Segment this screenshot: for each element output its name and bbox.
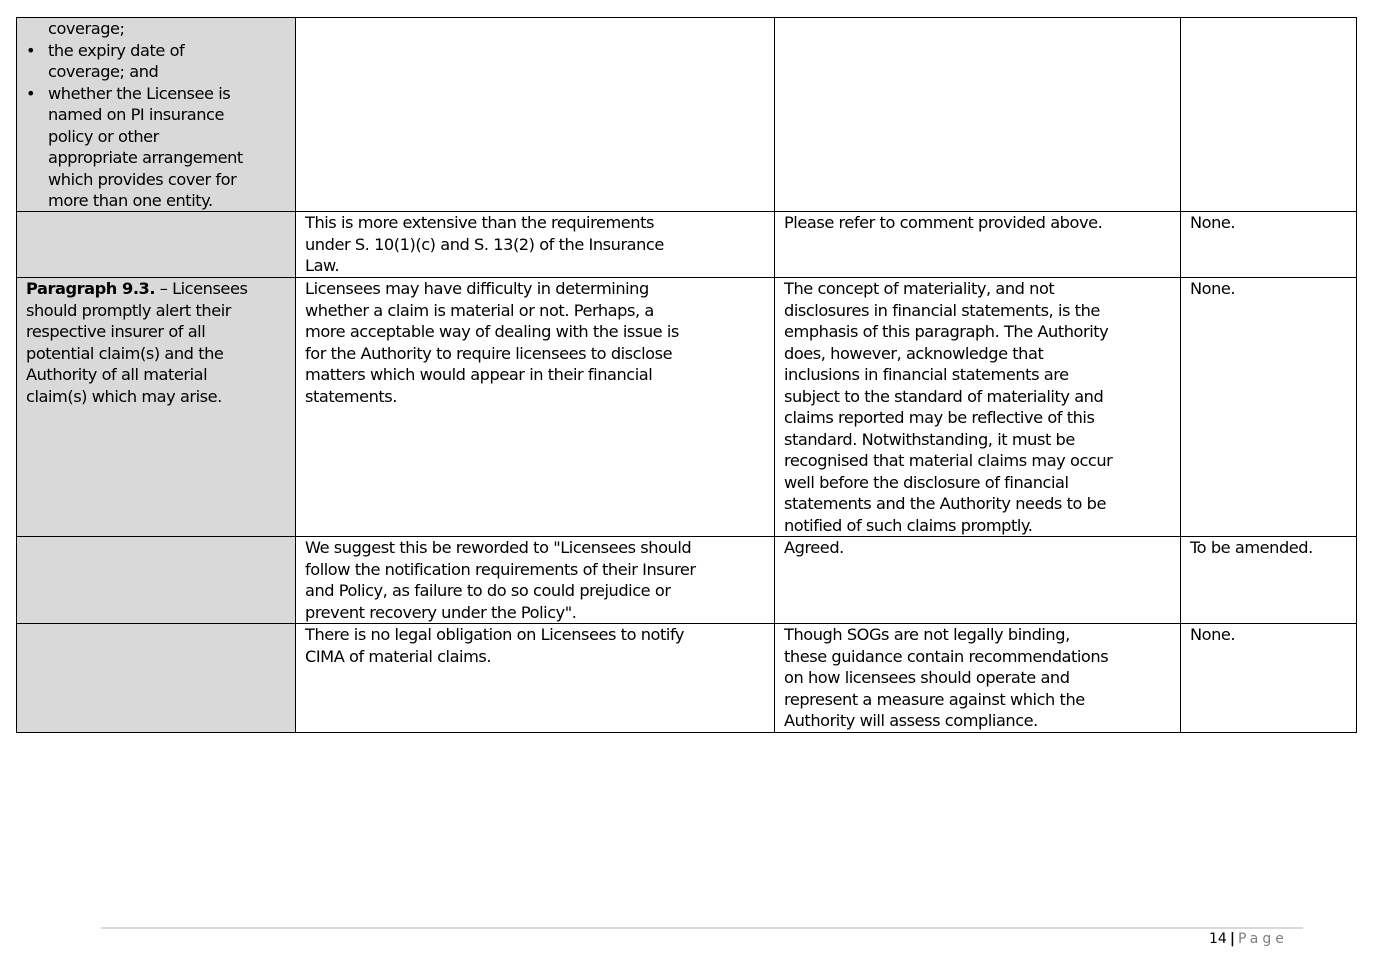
response-line: claims reported may be reflective of this	[784, 408, 1095, 427]
response-line: Authority will assess compliance.	[784, 711, 1038, 730]
bullet-list-item: • the expiry date of	[26, 40, 286, 62]
response-line: disclosures in financial statements, is the	[784, 300, 1100, 320]
paragraph-line: potential claim(s) and the	[26, 343, 224, 363]
row5-col1-cell	[16, 623, 296, 733]
paragraph-line: Authority of all material	[26, 365, 208, 384]
action-line: To be amended.	[1190, 538, 1313, 557]
comment-line: for the Authority to require licensees to disclose	[305, 343, 673, 363]
response-line: Please refer to comment provided above.	[784, 213, 1103, 232]
footer-divider	[101, 927, 1303, 929]
paragraph-line: respective insurer of all	[26, 322, 206, 341]
row2-col1-cell	[16, 211, 296, 278]
comment-line: and Policy, as failure to do so could prejudice or	[305, 581, 671, 600]
page-number-footer	[1209, 931, 1288, 947]
action-line: None.	[1190, 213, 1236, 232]
row2-col3-cell	[774, 211, 1181, 278]
comment-line: prevent recovery under the Policy".	[305, 602, 577, 622]
list-item-continuation: which provides cover for	[48, 169, 237, 189]
row1-col3-cell	[774, 17, 1181, 212]
comment-line: Licensees may have difficulty in determining	[305, 279, 649, 298]
response-line: represent a measure against which the	[784, 689, 1085, 709]
response-line: Agreed.	[784, 538, 844, 557]
row3-col2-cell	[295, 277, 775, 537]
row3-col1-cell	[16, 277, 296, 537]
comment-line: under S. 10(1)(c) and S. 13(2) of the Insurance	[305, 234, 664, 254]
response-line: Though SOGs are not legally binding,	[784, 625, 1070, 644]
row3-col3-cell	[774, 277, 1181, 537]
list-item-continuation: named on PI insurance	[48, 105, 225, 124]
page-number: 14	[1209, 931, 1227, 947]
response-line: statements and the Authority needs to be	[784, 494, 1106, 513]
row5-col2-cell	[295, 623, 775, 733]
comment-line: Law.	[305, 256, 340, 275]
response-line: subject to the standard of materiality and	[784, 386, 1104, 406]
row2-col2-cell	[295, 211, 775, 278]
comment-line: more acceptable way of dealing with the issue is	[305, 322, 679, 341]
row1-col1-cell	[16, 17, 296, 212]
paragraph-text: – Licensees	[155, 279, 248, 298]
comment-line: matters which would appear in their financial	[305, 365, 653, 384]
comment-line: statements.	[305, 386, 397, 406]
page-separator: |	[1229, 931, 1235, 947]
action-line: None.	[1190, 625, 1236, 644]
row2-col4-cell	[1180, 211, 1357, 278]
row3-col4-cell	[1180, 277, 1357, 537]
response-line: emphasis of this paragraph. The Authority	[784, 322, 1109, 341]
response-line: standard. Notwithstanding, it must be	[784, 429, 1075, 449]
row4-col1-cell	[16, 536, 296, 624]
row4-col4-cell	[1180, 536, 1357, 624]
row5-col3-cell	[774, 623, 1181, 733]
response-line: The concept of materiality, and not	[784, 279, 1055, 298]
row4-col2-cell	[295, 536, 775, 624]
action-line: None.	[1190, 279, 1236, 298]
response-line: does, however, acknowledge that	[784, 343, 1044, 363]
bullet-list-item: • whether the Licensee is	[26, 83, 286, 105]
comments-table	[16, 17, 1357, 733]
page-word: Page	[1237, 931, 1288, 947]
response-line: well before the disclosure of financial	[784, 472, 1069, 492]
list-item-continuation: coverage; and	[48, 62, 159, 81]
row1-col4-cell	[1180, 17, 1357, 212]
comment-line: There is no legal obligation on Licensees to notify	[305, 625, 685, 644]
row4-col3-cell	[774, 536, 1181, 624]
list-item-continuation: policy or other	[48, 126, 159, 146]
comment-line: follow the notification requirements of their Insurer	[305, 559, 696, 579]
response-line: recognised that material claims may occur	[784, 451, 1113, 470]
row5-col4-cell	[1180, 623, 1357, 733]
response-line: on how licensees should operate and	[784, 668, 1070, 687]
response-line: inclusions in financial statements are	[784, 365, 1069, 384]
paragraph-line: claim(s) which may arise.	[26, 386, 222, 406]
list-item-continuation: coverage;	[48, 19, 125, 38]
paragraph-line: should promptly alert their	[26, 300, 231, 320]
comment-line: This is more extensive than the requirements	[305, 213, 654, 232]
response-line: notified of such claims promptly.	[784, 515, 1033, 535]
paragraph-heading-line	[26, 278, 286, 300]
comment-line: CIMA of material claims.	[305, 646, 492, 666]
comment-line: We suggest this be reworded to "Licensees should	[305, 538, 692, 557]
response-line: these guidance contain recommendations	[784, 646, 1109, 666]
row1-col2-cell	[295, 17, 775, 212]
list-item-continuation: more than one entity.	[48, 191, 213, 210]
list-item-continuation: appropriate arrangement	[48, 148, 243, 167]
comment-line: whether a claim is material or not. Perhaps, a	[305, 300, 654, 320]
paragraph-number: Paragraph 9.3.	[26, 279, 156, 298]
